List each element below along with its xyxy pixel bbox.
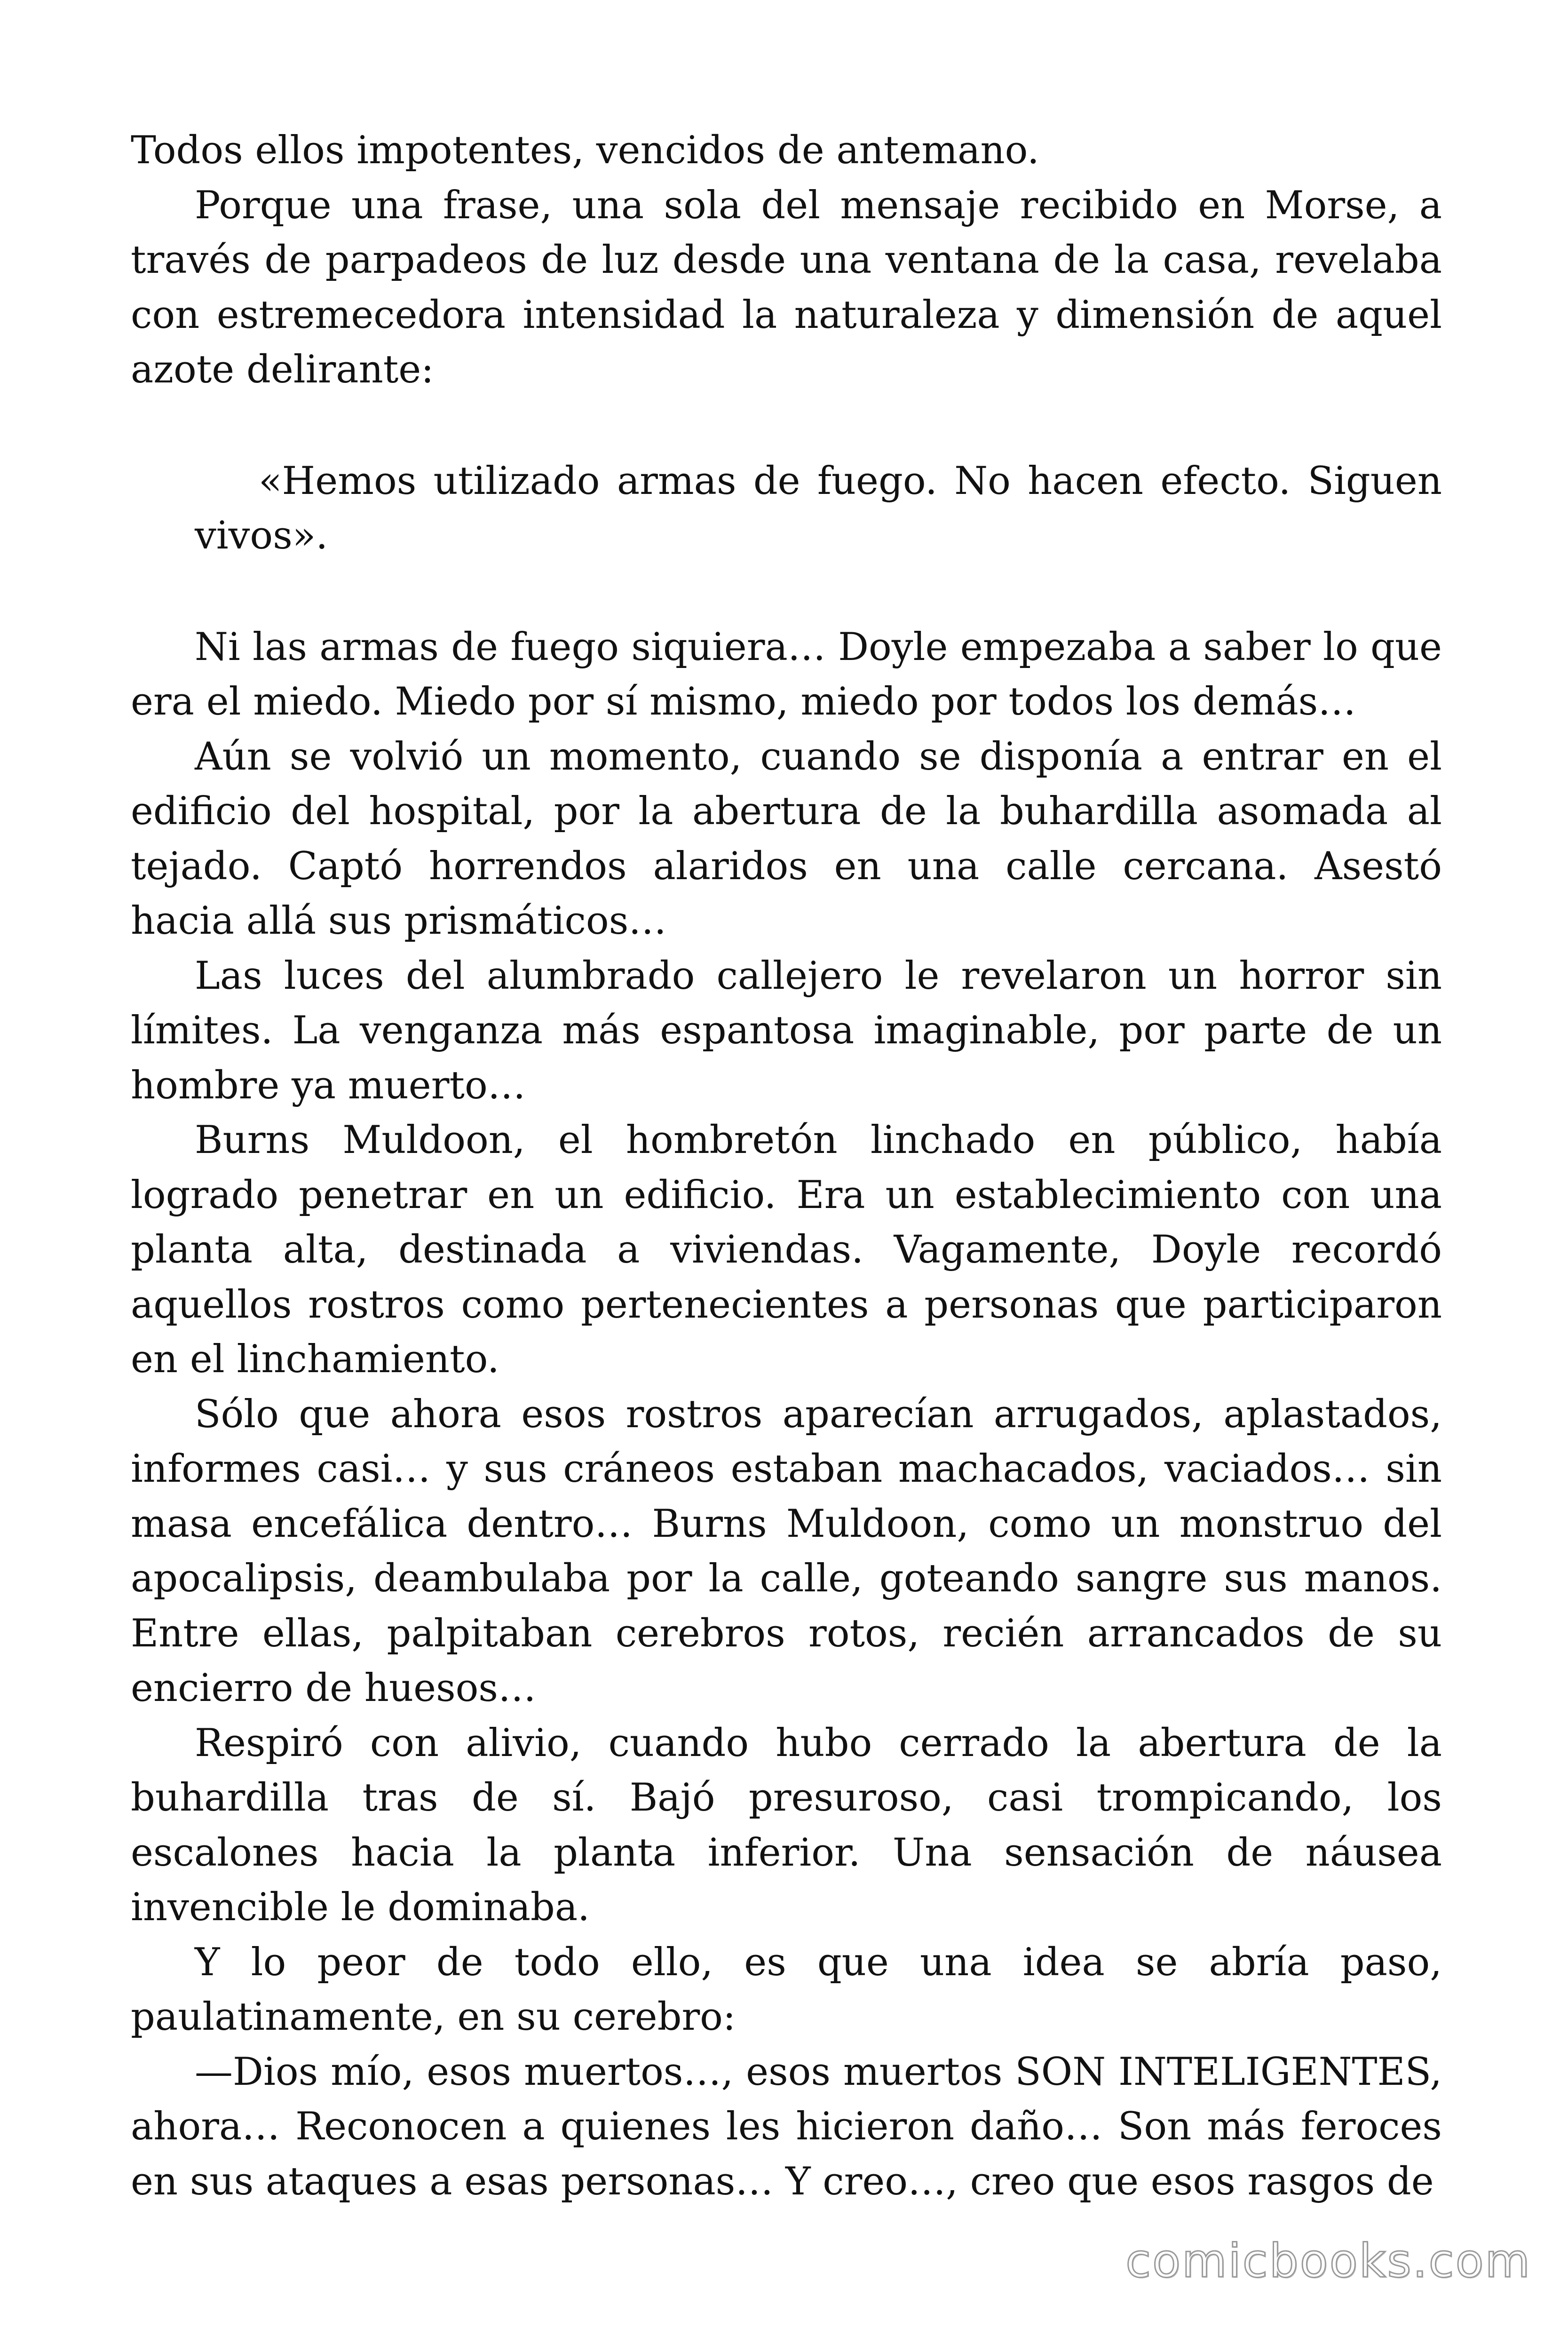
paragraph-5: Las luces del alumbrado callejero le revelaron un horror sin límites. La venganza más espantosa imaginable, por parte de un hombre ya muerto… (131, 954, 1442, 1108)
block-quote: «Hemos utilizado armas de fuego. No hacen efecto. Siguen vivos». (195, 459, 1442, 558)
paragraph-3: Ni las armas de fuego siquiera… Doyle empezaba a saber lo que era el miedo. Miedo por sí mismo, miedo por todos los demás… (131, 625, 1442, 724)
paragraph-7: Sólo que ahora esos rostros aparecían arrugados, aplastados, informes casi… y sus cráneos estaban machacados, vaciados… sin masa encefálica dentro… Burns Muldoon, como un monstruo del apocalipsis, deambulaba por la calle, goteando sangre sus manos. Entre ellas, palpitaban cerebros rotos, recién arrancados de su encierro de huesos… (131, 1392, 1442, 1710)
body-text (131, 123, 1442, 2209)
paragraph-2: Porque una frase, una sola del mensaje recibido en Morse, a través de parpadeos de luz desde una ventana de la casa, revelaba con estremecedora intensidad la naturaleza y dimensión de aquel azote delirante: (131, 183, 1442, 392)
paragraph-10: —Dios mío, esos muertos…, esos muertos SON INTELIGENTES, ahora… Reconocen a quienes les hicieron daño… Son más feroces en sus ataques a esas personas… Y creo…, creo que esos rasgos de (131, 2050, 1442, 2204)
paragraph-8: Respiró con alivio, cuando hubo cerrado la abertura de la buhardilla tras de sí. Bajó presuroso, casi trompicando, los escalones hacia la planta inferior. Una sensación de náusea invencible le dominaba. (131, 1721, 1442, 1930)
site-watermark: comicbooks.com (1125, 2234, 1531, 2288)
paragraph-4: Aún se volvió un momento, cuando se disponía a entrar en el edificio del hospital, por la abertura de la buhardilla asomada al tejado. Captó horrendos alaridos en una calle cercana. Asestó hacia allá sus prismáticos… (131, 734, 1442, 943)
spacer (131, 564, 1442, 620)
paragraph-9: Y lo peor de todo ello, es que una idea se abría paso, paulatinamente, en su cerebro: (131, 1940, 1442, 2039)
spacer (131, 397, 1442, 454)
paragraph-6: Burns Muldoon, el hombretón linchado en público, había logrado penetrar en un edificio. Era un establecimiento con una planta alta, destinada a viviendas. Vagamente, Doyle recordó aquellos rostros como pertenecientes a personas que participaron en el linchamiento. (131, 1118, 1442, 1382)
paragraph-1: Todos ellos impotentes, vencidos de antemano. (131, 128, 1039, 173)
